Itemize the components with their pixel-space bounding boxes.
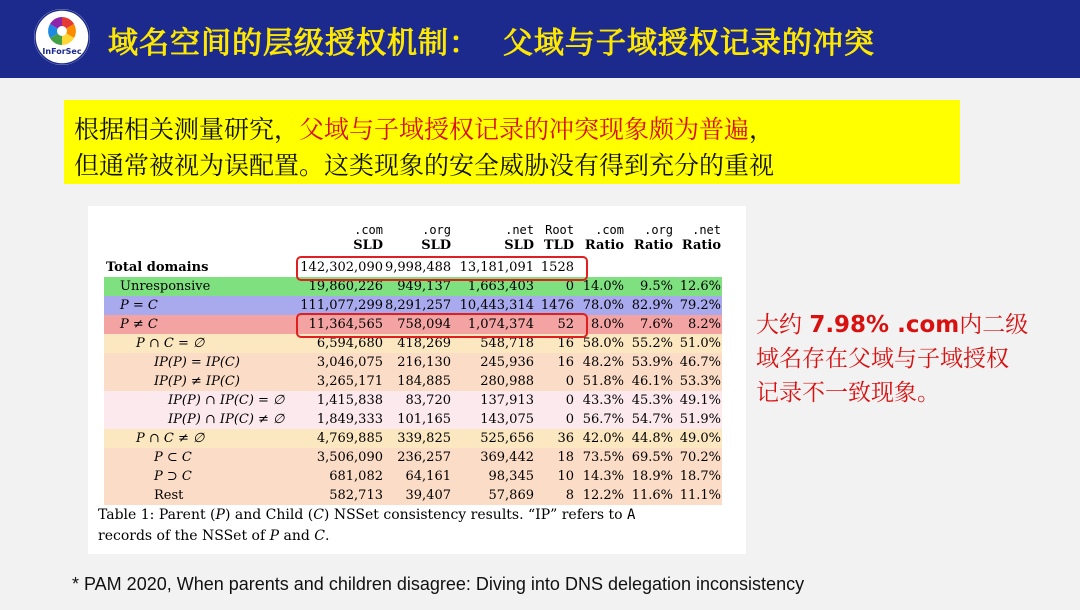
- table-cell: 582,713: [329, 488, 383, 503]
- caption-text: Table 1: Parent (: [98, 507, 216, 523]
- table-cell: 44.8%: [631, 431, 673, 446]
- table-cell: 83,720: [405, 393, 451, 408]
- highlight-line-2: 但通常被视为误配置。这类现象的安全威胁没有得到充分的重视: [74, 151, 775, 180]
- table-cell: 8,291,257: [385, 298, 452, 313]
- caption-text: records of the NSSet of: [98, 528, 270, 544]
- table-row: [104, 372, 722, 391]
- total-domains-highlight-box: [296, 256, 588, 281]
- table-cell: 1,415,838: [316, 393, 383, 408]
- table-cell: 18.9%: [631, 469, 673, 484]
- side-note-text: 大约: [756, 312, 810, 338]
- table-cell: 13,181,091: [459, 260, 534, 275]
- table-cell: 1,663,403: [467, 279, 534, 294]
- table-cell: 7.6%: [639, 317, 673, 332]
- column-header-bottom: SLD: [504, 238, 534, 253]
- table-cell: 11.1%: [679, 488, 721, 503]
- table-cell: 236,257: [397, 450, 451, 465]
- logo-text: InForSec: [42, 47, 82, 56]
- caption-var: P: [215, 507, 225, 523]
- slide-title: 域名空间的层级授权机制： 父域与子域授权记录的冲突: [108, 26, 875, 61]
- table-cell: 16: [557, 355, 574, 370]
- row-label: IP(P) ≠ IP(C): [154, 374, 240, 389]
- highlight-line-1: [74, 110, 774, 146]
- table-cell: 184,885: [397, 374, 451, 389]
- table-row: [104, 448, 722, 467]
- column-header-bottom: SLD: [353, 238, 383, 253]
- table-cell: 78.0%: [582, 298, 624, 313]
- column-header-top: .com: [595, 223, 624, 237]
- table-cell: 14.0%: [582, 279, 624, 294]
- column-header: [673, 222, 721, 254]
- column-header-bottom: Ratio: [584, 238, 624, 253]
- table-cell: 42.0%: [582, 431, 624, 446]
- table-cell: 0: [565, 393, 574, 408]
- table-cell: 64,161: [405, 469, 451, 484]
- row-label: P ⊂ C: [154, 450, 192, 465]
- column-header-top: .com: [354, 223, 383, 237]
- table-cell: 19,860,226: [308, 279, 383, 294]
- table-cell: 142,302,090: [300, 260, 383, 275]
- table-cell: 369,442: [480, 450, 534, 465]
- row-label: Unresponsive: [120, 279, 211, 294]
- table-cell: 73.5%: [582, 450, 624, 465]
- table-cell: 56.7%: [582, 412, 624, 427]
- caption-var: P: [269, 528, 280, 544]
- row-label: P = C: [120, 298, 158, 313]
- row-label: IP(P) = IP(C): [154, 355, 240, 370]
- table-cell: 51.9%: [679, 412, 721, 427]
- title-bar: [0, 0, 1080, 78]
- table-cell: 8.2%: [687, 317, 721, 332]
- table-cell: 10,443,314: [459, 298, 534, 313]
- table-cell: 3,506,090: [316, 450, 383, 465]
- caption-text: ) and Child (: [224, 507, 314, 523]
- column-header-top: Root: [545, 223, 574, 237]
- table-cell: 4,769,885: [316, 431, 383, 446]
- column-header-bottom: TLD: [543, 238, 574, 253]
- caption-var: C: [313, 507, 324, 523]
- side-note: [756, 308, 1056, 410]
- table-cell: 55.2%: [631, 336, 673, 351]
- table-cell: 6,594,680: [316, 336, 383, 351]
- table-caption: [98, 505, 738, 547]
- table-row: [104, 486, 722, 505]
- caption-text: .: [324, 528, 330, 544]
- table-cell: 548,718: [480, 336, 534, 351]
- table-cell: 51.8%: [582, 374, 624, 389]
- table-cell: 418,269: [397, 336, 451, 351]
- table-cell: 69.5%: [631, 450, 673, 465]
- highlight-red-text: 父域与子域授权记录的冲突现象颇为普遍: [299, 115, 750, 144]
- p-neq-c-highlight-box: [296, 313, 588, 338]
- column-header: [454, 222, 534, 254]
- column-header-top: .org: [422, 223, 451, 237]
- table-cell: 53.9%: [631, 355, 673, 370]
- table-cell: 48.2%: [582, 355, 624, 370]
- column-header: [576, 222, 624, 254]
- table-cell: 46.1%: [631, 374, 673, 389]
- table-cell: 11,364,565: [308, 317, 383, 332]
- table-cell: 9.5%: [639, 279, 673, 294]
- column-header-bottom: Ratio: [633, 238, 673, 253]
- table-cell: 143,075: [480, 412, 534, 427]
- table-cell: 758,094: [397, 317, 451, 332]
- table-cell: 216,130: [397, 355, 451, 370]
- table-cell: 51.0%: [679, 336, 721, 351]
- side-note-line-2: 域名存在父域与子域授权: [756, 346, 1009, 372]
- table-cell: 16: [557, 336, 574, 351]
- table-cell: 525,656: [480, 431, 534, 446]
- table-cell: 12.6%: [679, 279, 721, 294]
- column-header-top: .net: [505, 223, 534, 237]
- table-cell: 101,165: [397, 412, 451, 427]
- table-cell: 1,074,374: [467, 317, 534, 332]
- column-header: [625, 222, 673, 254]
- table-cell: 70.2%: [679, 450, 721, 465]
- caption-mono: A: [627, 507, 636, 523]
- table-row: [104, 429, 722, 448]
- table-cell: 49.0%: [679, 431, 721, 446]
- side-note-line-3: 记录不一致现象。: [756, 380, 940, 406]
- table-cell: 1,849,333: [316, 412, 383, 427]
- table-cell: 82.9%: [631, 298, 673, 313]
- table-cell: 57,869: [488, 488, 534, 503]
- table-cell: 79.2%: [679, 298, 721, 313]
- table-cell: 98,345: [488, 469, 534, 484]
- column-header: [385, 222, 451, 254]
- table-cell: 137,913: [480, 393, 534, 408]
- row-label: IP(P) ∩ IP(C) = ∅: [168, 393, 285, 408]
- logo-emblem-icon: [34, 9, 90, 65]
- row-label: P ∩ C ≠ ∅: [136, 431, 205, 446]
- row-label: Total domains: [106, 260, 209, 275]
- row-label: P ≠ C: [120, 317, 158, 332]
- table-cell: 46.7%: [679, 355, 721, 370]
- table-cell: 1528: [540, 260, 574, 275]
- table-cell: 681,082: [329, 469, 383, 484]
- table-cell: 18: [557, 450, 574, 465]
- table-cell: 14.3%: [582, 469, 624, 484]
- table-cell: 11.6%: [631, 488, 673, 503]
- table-cell: 36: [557, 431, 574, 446]
- table-cell: 111,077,299: [300, 298, 383, 313]
- table-cell: 339,825: [397, 431, 451, 446]
- table-row: [104, 391, 722, 410]
- table-row: [104, 353, 722, 372]
- paper-table-figure: [88, 206, 746, 554]
- inforsec-logo: [34, 9, 90, 65]
- row-label: Rest: [154, 488, 184, 503]
- table-cell: 280,988: [480, 374, 534, 389]
- column-header: [536, 222, 574, 254]
- table-cell: 43.3%: [582, 393, 624, 408]
- row-label: P ∩ C = ∅: [136, 336, 205, 351]
- table-cell: 52: [557, 317, 574, 332]
- column-header-bottom: Ratio: [681, 238, 721, 253]
- table-row: [104, 467, 722, 486]
- table-cell: 1476: [540, 298, 574, 313]
- column-header-top: .org: [644, 223, 673, 237]
- table-cell: 49.1%: [679, 393, 721, 408]
- row-label: IP(P) ∩ IP(C) ≠ ∅: [168, 412, 285, 427]
- highlight-box: [64, 100, 960, 184]
- column-header-top: .net: [692, 223, 721, 237]
- table-row: [104, 410, 722, 429]
- row-label: P ⊃ C: [154, 469, 192, 484]
- column-header: [293, 222, 383, 254]
- citation-footnote: * PAM 2020, When parents and children disagree: Diving into DNS delegation inconsistency: [72, 574, 805, 594]
- caption-var: C: [314, 528, 325, 544]
- table-cell: 53.3%: [679, 374, 721, 389]
- table-cell: 3,265,171: [316, 374, 383, 389]
- column-header-bottom: SLD: [421, 238, 451, 253]
- caption-text: ) NSSet consistency results. “IP” refers to: [323, 507, 623, 523]
- side-note-emphasis: 7.98% .com: [809, 312, 960, 338]
- caption-text: and: [279, 528, 315, 544]
- table-cell: 39,407: [405, 488, 451, 503]
- table-cell: 0: [565, 412, 574, 427]
- table-cell: 45.3%: [631, 393, 673, 408]
- highlight-suffix: ，: [749, 115, 775, 144]
- side-note-text: 内二级: [959, 312, 1029, 338]
- table-cell: 18.7%: [679, 469, 721, 484]
- table-cell: 58.0%: [582, 336, 624, 351]
- table-cell: 8.0%: [590, 317, 624, 332]
- table-cell: 0: [565, 374, 574, 389]
- table-cell: 0: [565, 279, 574, 294]
- table-cell: 54.7%: [631, 412, 673, 427]
- table-cell: 10: [557, 469, 574, 484]
- table-cell: 949,137: [397, 279, 451, 294]
- side-note-line-1: [756, 308, 1056, 342]
- highlight-prefix: 根据相关测量研究，: [74, 115, 300, 144]
- table-cell: 12.2%: [582, 488, 624, 503]
- table-cell: 245,936: [480, 355, 534, 370]
- table-cell: 3,046,075: [316, 355, 383, 370]
- table-cell: 8: [565, 488, 574, 503]
- table-cell: 9,998,488: [385, 260, 452, 275]
